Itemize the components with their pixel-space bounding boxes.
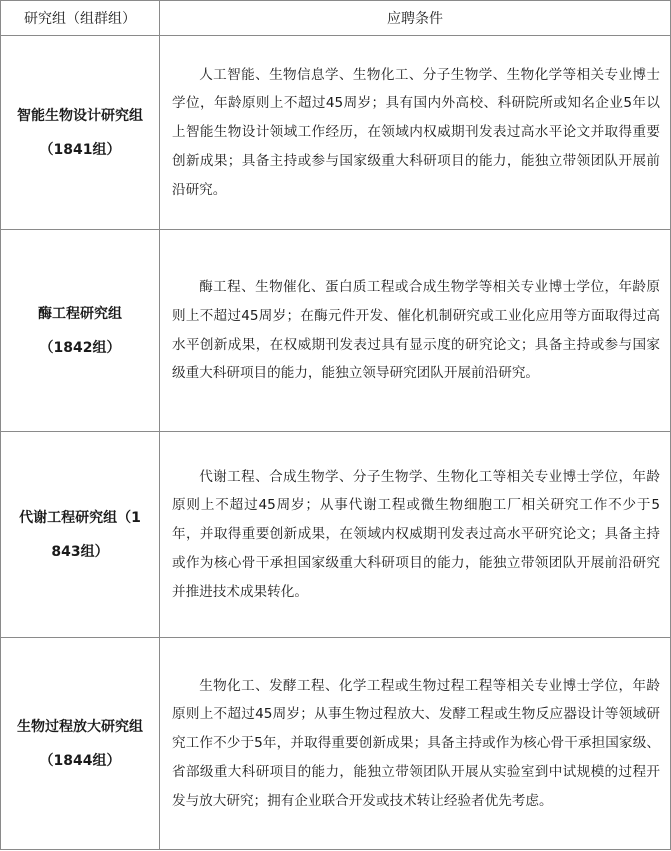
- table-row: [1, 638, 671, 850]
- table-header-row: [1, 1, 671, 36]
- group-cell: [1, 230, 160, 432]
- conditions-cell: [160, 230, 671, 432]
- group-name: 智能生物设计研究组: [17, 107, 143, 124]
- group-code: （1842组）: [39, 339, 121, 356]
- table-row: [1, 432, 671, 638]
- group-code: （1844组）: [39, 752, 121, 769]
- conditions-cell: [160, 432, 671, 638]
- header-group: 研究组（组群组）: [1, 1, 160, 36]
- group-name: 生物过程放大研究组: [17, 718, 143, 735]
- table-row: [1, 230, 671, 432]
- group-cell: [1, 36, 160, 230]
- conditions-text: 人工智能、生物信息学、生物化工、分子生物学、生物化学等相关专业博士学位，年龄原则上不超过45周岁；具有国内外高校、科研院所或知名企业5年以上智能生物设计领域工作经历，在领域内权威期刊发表过高水平论文并取得重要创新成果；具备主持或参与国家级重大科研项目的能力，能独立带领团队开展前沿研究。: [172, 66, 660, 198]
- group-name: 酶工程研究组: [38, 305, 122, 322]
- header-conditions: 应聘条件: [160, 1, 671, 36]
- conditions-cell: [160, 36, 671, 230]
- group-code: 843组）: [51, 543, 109, 560]
- conditions-text: 生物化工、发酵工程、化学工程或生物过程工程等相关专业博士学位，年龄原则上不超过45周岁；从事生物过程放大、发酵工程或生物反应器设计等领域研究工作不少于5年，并取得重要创新成果；具备主持或作为核心骨干承担国家级、省部级重大科研项目的能力，能独立带领团队开展从实验室到中试规模的过程开发与放大研究；拥有企业联合开发或技术转让经验者优先考虑。: [172, 677, 660, 809]
- group-cell: [1, 638, 160, 850]
- table-row: [1, 36, 671, 230]
- conditions-text: 酶工程、生物催化、蛋白质工程或合成生物学等相关专业博士学位，年龄原则上不超过45周岁；在酶元件开发、催化机制研究或工业化应用等方面取得过高水平创新成果，在权威期刊发表过具有显示度的研究论文；具备主持或参与国家级重大科研项目的能力，能独立领导研究团队开展前沿研究。: [172, 278, 660, 382]
- group-name: 代谢工程研究组（1: [19, 509, 141, 526]
- conditions-cell: [160, 638, 671, 850]
- group-code: （1841组）: [39, 141, 121, 158]
- group-cell: [1, 432, 160, 638]
- conditions-text: 代谢工程、合成生物学、分子生物学、生物化工等相关专业博士学位，年龄原则上不超过45周岁；从事代谢工程或微生物细胞工厂相关研究工作不少于5年，并取得重要创新成果，在领域内权威期刊发表过高水平研究论文；具备主持或作为核心骨干承担国家级重大科研项目的能力，能独立带领团队开展前沿研究并推进技术成果转化。: [172, 468, 660, 600]
